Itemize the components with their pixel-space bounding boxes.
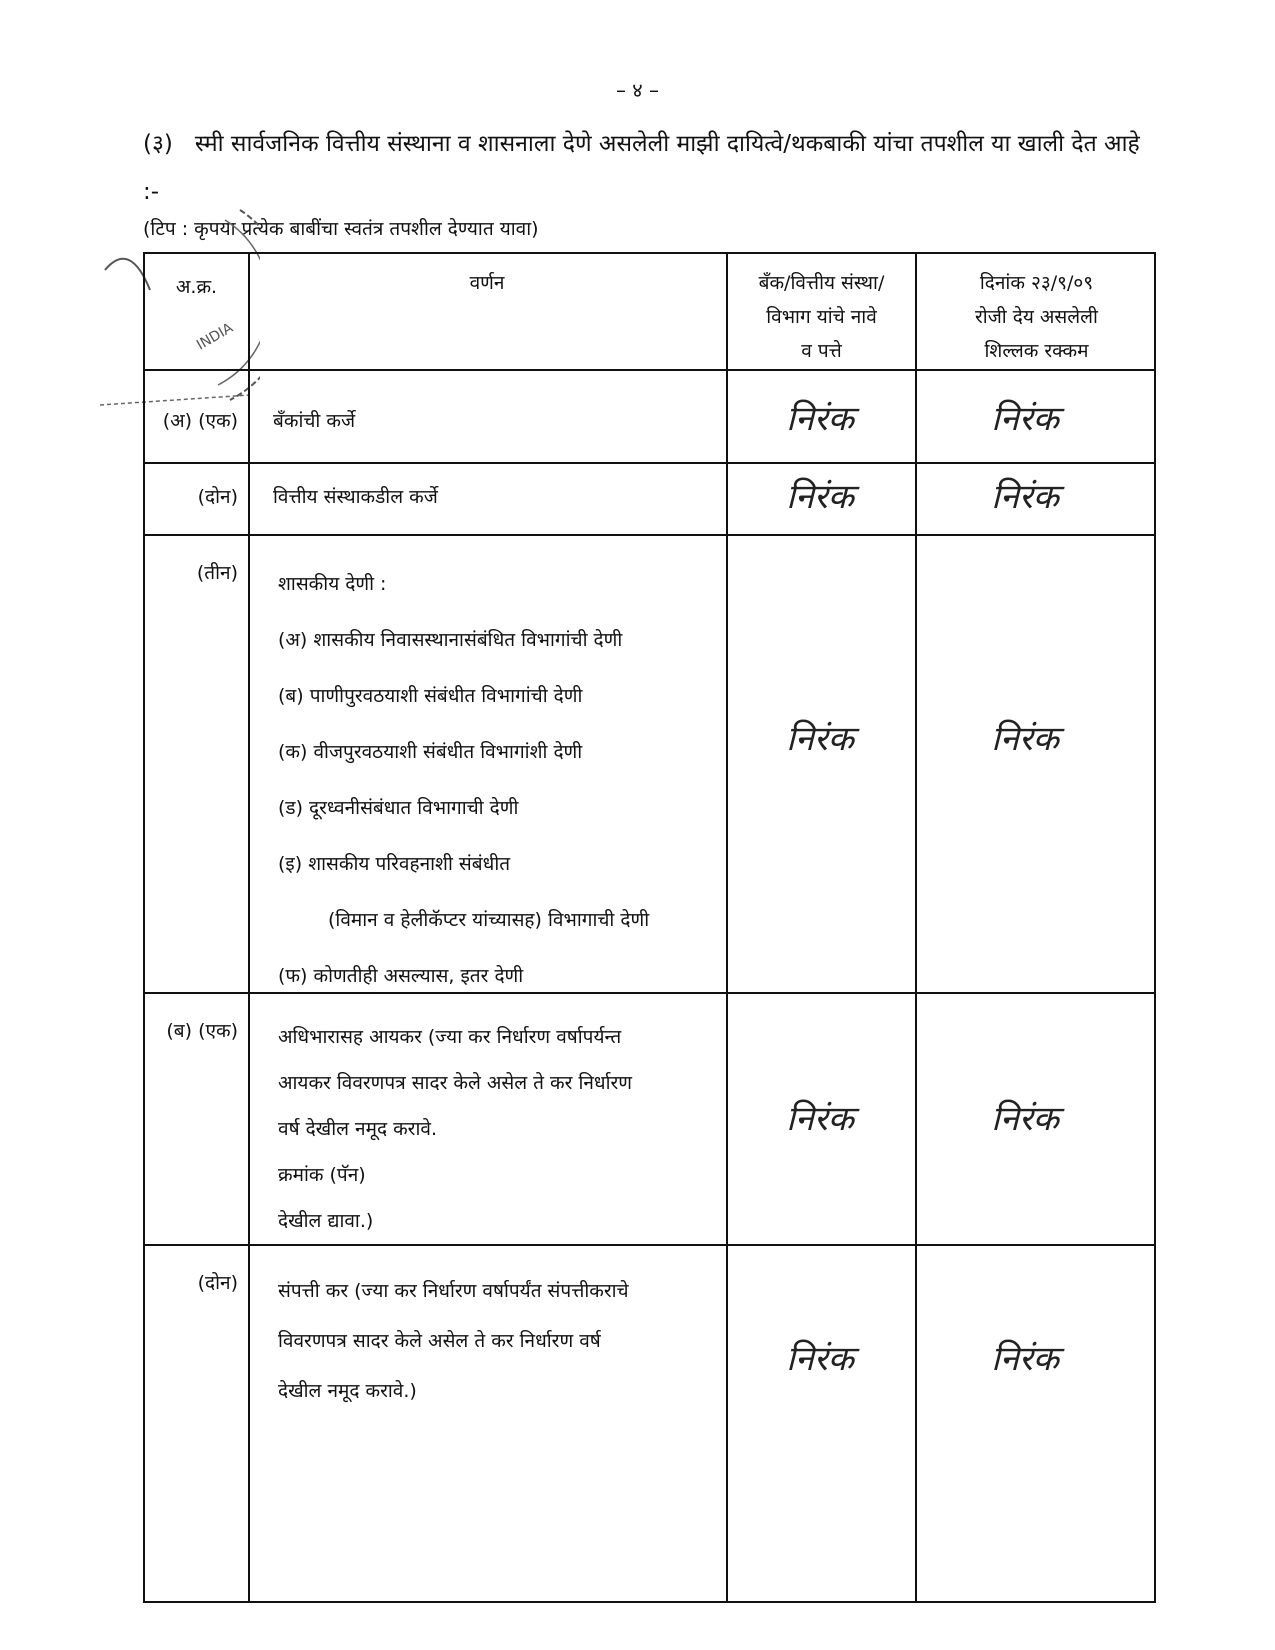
handwritten-balance-entry: निरंक bbox=[991, 477, 1059, 517]
row-serial: (ब) (एक) bbox=[166, 1020, 238, 1042]
row-divider bbox=[145, 1244, 1154, 1246]
column-divider bbox=[915, 254, 917, 1601]
handwritten-balance-entry: निरंक bbox=[991, 1099, 1059, 1139]
row-serial: (दोन) bbox=[197, 1272, 238, 1294]
header-institution: बँक/वित्तीय संस्था/ विभाग यांचे नावे व पत्ते bbox=[758, 272, 885, 362]
row-description: बँकांची कर्जे bbox=[273, 410, 356, 432]
handwritten-institution-entry: निरंक bbox=[786, 399, 854, 439]
header-description: वर्णन bbox=[469, 272, 505, 294]
section-number: (३) bbox=[143, 131, 173, 157]
header-serial: अ.क्र. bbox=[175, 276, 218, 298]
column-divider bbox=[726, 254, 728, 1601]
handwritten-balance-entry: निरंक bbox=[991, 719, 1059, 759]
handwritten-institution-entry: निरंक bbox=[786, 1339, 854, 1379]
section-heading-text: स्मी सार्वजनिक वित्तीय संस्थाना व शासनाला देणे असलेली माझी दायित्वे/थकबाकी यांचा तपशील या खाली देत आहे :- bbox=[143, 131, 1140, 205]
svg-text:INDIA: INDIA bbox=[194, 320, 236, 354]
header-balance: दिनांक २३/९/०९ रोजी देय असलेली शिल्लक रक्कम bbox=[975, 272, 1098, 362]
row-description: वित्तीय संस्थाकडील कर्जे bbox=[273, 486, 438, 508]
column-divider bbox=[248, 254, 250, 1601]
row-description: शासकीय देणी : (अ) शासकीय निवासस्थानासंबंधित विभागांची देणी (ब) पाणीपुरवठयाशी संबंधीत विभागांची देणी (क) वीजपुरवठयाशी संबंधीत विभागांशी देणी (ड) दूरध्वनीसंबंधात विभागाची देणी (इ) शासकीय परिवहनाशी संबंधीत (विमान व हेलीकॅप्टर यांच्यासह) विभागाची देणी (फ) कोणतीही असल्यास, इतर देणी bbox=[278, 573, 650, 987]
row-divider bbox=[145, 462, 1154, 464]
row-description: संपत्ती कर (ज्या कर निर्धारण वर्षापर्यंत संपत्तीकराचे विवरणपत्र सादर केले असेल ते कर निर्धारण वर्ष देखील नमूद करावे.) bbox=[278, 1280, 629, 1402]
row-serial: (तीन) bbox=[196, 562, 238, 584]
section-heading bbox=[143, 120, 1153, 216]
row-description: अधिभारासह आयकर (ज्या कर निर्धारण वर्षापर्यन्त आयकर विवरणपत्र सादर केले असेल ते कर निर्धारण वर्ष देखील नमूद करावे. क्रमांक (पॅन) देखील द्यावा.) bbox=[278, 1026, 633, 1232]
liabilities-table bbox=[143, 252, 1156, 1603]
row-serial: (दोन) bbox=[197, 486, 238, 508]
handwritten-institution-entry: निरंक bbox=[786, 719, 854, 759]
handwritten-balance-entry: निरंक bbox=[991, 1339, 1059, 1379]
handwritten-institution-entry: निरंक bbox=[786, 1099, 854, 1139]
row-divider bbox=[145, 534, 1154, 536]
page-number: – ४ – bbox=[615, 78, 660, 102]
row-divider bbox=[145, 369, 1154, 371]
handwritten-institution-entry: निरंक bbox=[786, 477, 854, 517]
instruction-note: (टिप : कृपया प्रत्येक बाबींचा स्वतंत्र तपशील देण्यात यावा) bbox=[143, 218, 539, 240]
handwritten-balance-entry: निरंक bbox=[991, 399, 1059, 439]
row-serial: (अ) (एक) bbox=[162, 410, 238, 432]
